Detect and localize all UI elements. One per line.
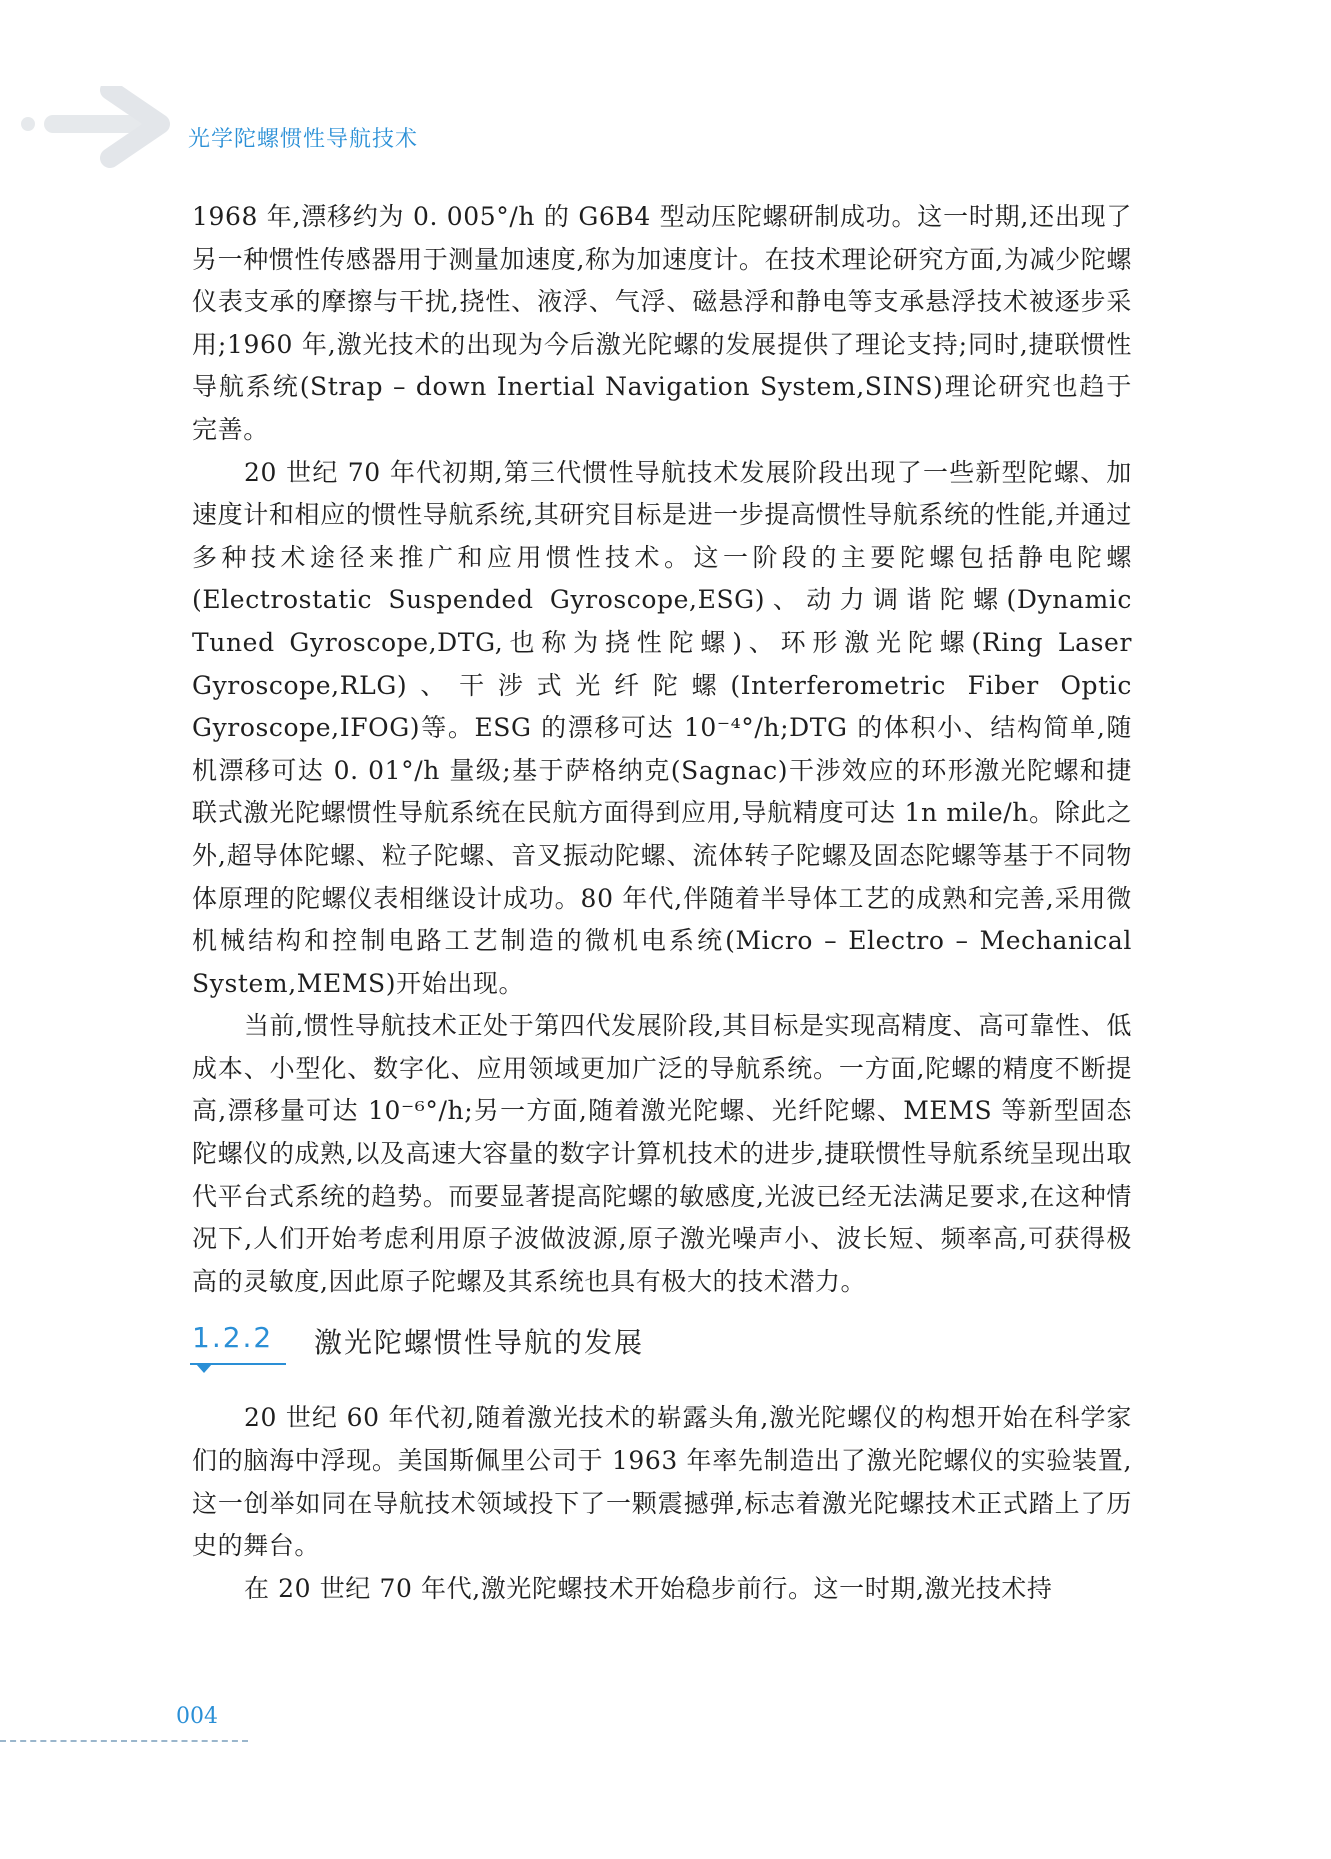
paragraph: 当前,惯性导航技术正处于第四代发展阶段,其目标是实现高精度、高可靠性、低成本、小型化、数字化、应用领域更加广泛的导航系统。一方面,陀螺的精度不断提高,漂移量可达 10⁻⁶°/h;另一方面,随着激光陀螺、光纤陀螺、MEMS 等新型固态陀螺仪的成熟,以及高速大容量的数字计算机技术的进步,捷联惯性导航系统呈现出取代平台式系统的趋势。而要显著提高陀螺的敏感度,光波已经无法满足要求,在这种情况下,人们开始考虑利用原子波做波源,原子激光噪声小、波长短、频率高,可获得极高的灵敏度,因此原子陀螺及其系统也具有极大的技术潜力。 bbox=[192, 1011, 1132, 1296]
page-body bbox=[192, 196, 1132, 1610]
footer-divider bbox=[0, 1740, 248, 1742]
book-title: 光学陀螺惯性导航技术 bbox=[188, 127, 419, 152]
paragraph: 20 世纪 60 年代初,随着激光技术的崭露头角,激光陀螺仪的构想开始在科学家们的脑海中浮现。美国斯佩里公司于 1963 年率先制造出了激光陀螺仪的实验装置,这一创举如同在导航技术领域投下了一颗震撼弹,标志着激光陀螺技术正式踏上了历史的舞台。 bbox=[192, 1403, 1132, 1561]
page-number: 004 bbox=[176, 1704, 218, 1729]
arrow-right-icon bbox=[18, 86, 183, 196]
running-header bbox=[0, 80, 600, 200]
section-title: 激光陀螺惯性导航的发展 bbox=[314, 1326, 645, 1360]
paragraph: 1968 年,漂移约为 0. 005°/h 的 G6B4 型动压陀螺研制成功。这一时期,还出现了另一种惯性传感器用于测量加速度,称为加速度计。在技术理论研究方面,为减少陀螺仪表支承的摩擦与干扰,挠性、液浮、气浮、磁悬浮和静电等支承悬浮技术被逐步采用;1960 年,激光技术的出现为今后激光陀螺的发展提供了理论支持;同时,捷联惯性导航系统(Strap – down Inertial Navigation System,SINS)理论研究也趋于完善。 bbox=[192, 202, 1132, 444]
paragraph: 20 世纪 70 年代初期,第三代惯性导航技术发展阶段出现了一些新型陀螺、加速度计和相应的惯性导航系统,其研究目标是进一步提高惯性导航系统的性能,并通过多种技术途径来推广和应用惯性技术。这一阶段的主要陀螺包括静电陀螺(Electrostatic Suspended Gyroscope,ESG)、动力调谐陀螺(Dynamic Tuned Gyroscope,DTG,也称为挠性陀螺)、环形激光陀螺(Ring Laser Gyroscope,RLG)、干涉式光纤陀螺(Interferometric Fiber Optic Gyroscope,IFOG)等。ESG 的漂移可达 10⁻⁴°/h;DTG 的体积小、结构简单,随机漂移可达 0. 01°/h 量级;基于萨格纳克(Sagnac)干涉效应的环形激光陀螺和捷联式激光陀螺惯性导航系统在民航方面得到应用,导航精度可达 1n mile/h。除此之外,超导体陀螺、粒子陀螺、音叉振动陀螺、流体转子陀螺及固态陀螺等基于不同物体原理的陀螺仪表相继设计成功。80 年代,伴随着半导体工艺的成熟和完善,采用微机械结构和控制电路工艺制造的微机电系统(Micro – Electro – Mechanical System,MEMS)开始出现。 bbox=[192, 457, 1132, 998]
triangle-marker-icon bbox=[196, 1364, 212, 1373]
section-heading bbox=[192, 1305, 1132, 1397]
section-number: 1.2.2 bbox=[192, 1321, 274, 1355]
paragraph: 在 20 世纪 70 年代,激光陀螺技术开始稳步前行。这一时期,激光技术持 bbox=[244, 1573, 1053, 1603]
